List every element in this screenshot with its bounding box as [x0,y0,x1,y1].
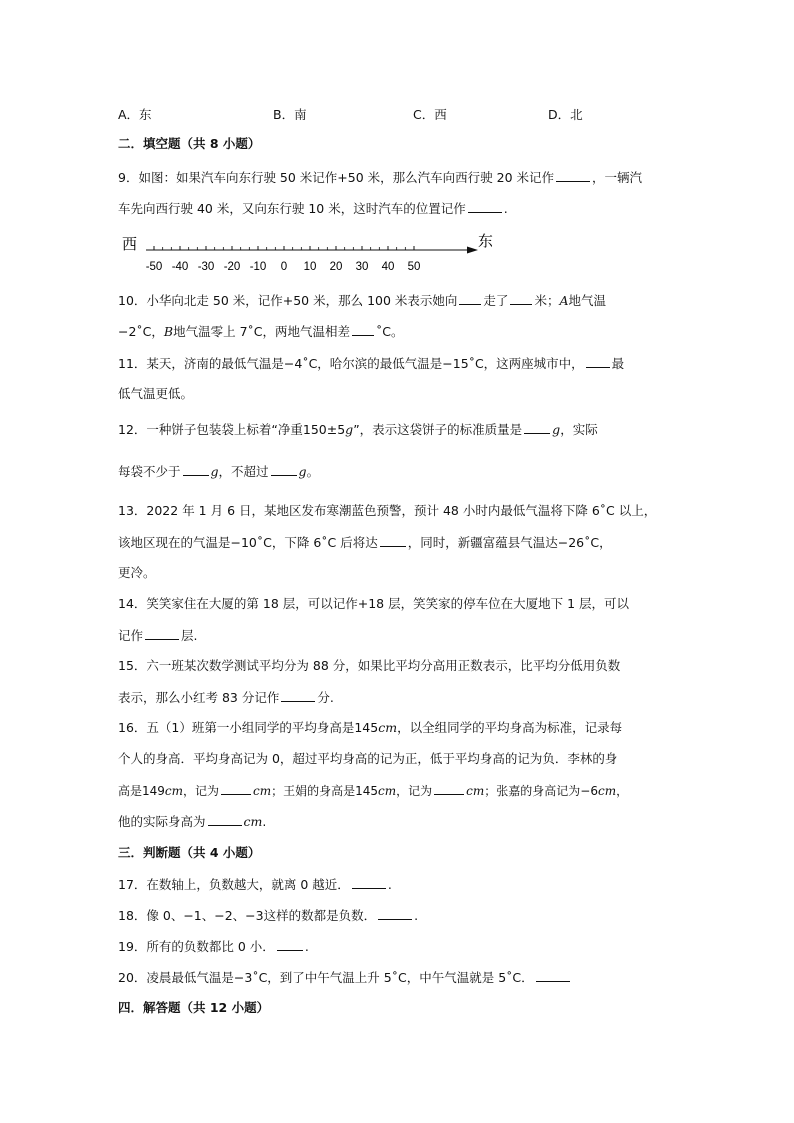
question-13-line-1: 13．2022 年 1 月 6 日，某地区发布寒潮蓝色预警，预计 48 小时内最低气温将下降 6˚C 以上， [118,503,657,518]
q16-text-6: ，记为 [396,784,433,798]
number-line-tick-label: 30 [355,261,369,273]
answer-blank [145,627,179,640]
question-16-line-1 [118,720,622,736]
question-15-line-2 [118,689,334,706]
answer-blank [380,534,406,547]
q12-text-4: 每袋不少于 [118,464,181,479]
q14-text-2: 层. [181,628,198,643]
option-d: D．北 [548,107,583,122]
q18-text: 18．像 0、−1、−2、−3这样的数都是负数． [118,908,377,923]
q12-unit: g [552,422,561,437]
q13-text-2: ，同时，新疆富蕴县气温达−26˚C， [407,535,612,550]
q16-unit: cm [378,720,398,735]
q12-text-3: ，实际 [560,422,598,437]
question-10-line-2 [118,323,403,340]
q10-text-1: 10．小华向北走 50 米，记作+50 米，那么 100 米表示她向 [118,293,458,308]
q16-text-7: ；张嘉的身高记为−6 [484,784,598,798]
q9-text-4: . [503,201,508,216]
q20-text: 20．凌晨最低气温是−3˚C，到了中午气温上升 5˚C，中午气温就是 5˚C． [118,970,534,985]
q10-text-7: ˚C。 [376,324,404,339]
q10-text-3: 米； [534,293,560,308]
q12-text-5: ，不超过 [218,464,269,479]
q9-text-1: 9．如图：如果汽车向东行驶 50 米记作+50 米，那么汽车向西行驶 20 米记作 [118,170,555,185]
q16-text-9: 他的实际身高为 [118,814,206,829]
question-13-line-2 [118,534,612,551]
q10-text-6: 地气温零上 7˚C，两地气温相差 [173,324,350,339]
number-line-tick-label: -40 [171,261,189,273]
west-label: 西 [122,235,138,253]
q16-unit: cm [164,784,184,798]
q18-end: . [414,908,419,923]
number-line-tick-label: -20 [223,261,241,273]
question-18 [118,907,418,924]
option-b: B．南 [273,107,307,122]
q16-unit: cm [597,784,617,798]
answer-blank [183,463,209,476]
east-label: 东 [478,232,494,250]
answer-blank [459,292,481,305]
answer-blank [434,782,464,795]
q16-unit: cm [253,784,272,798]
q16-text-3: 高是149 [118,784,165,798]
q12-text-2: ”，表示这袋饼子的标准质量是 [353,422,523,437]
q16-text-4: ，记为 [183,784,220,798]
answer-blank [277,938,303,951]
answer-blank [556,169,590,182]
question-12-line-2 [118,463,319,480]
q11-text-1: 11．某天，济南的最低气温是−4˚C，哈尔滨的最低气温是−15˚C，这两座城市中， [118,356,584,371]
question-12-line-1 [118,421,598,438]
q10-var-b: B [163,324,174,339]
answer-blank [510,292,532,305]
question-15-line-1: 15．六一班某次数学测试平均分为 88 分，如果比平均分高用正数表示，比平均分低用负数 [118,658,621,673]
question-11-line-2: 低气温更低。 [118,386,194,401]
question-11-line-1 [118,355,624,372]
question-10-line-1 [118,292,606,309]
q16-unit: cm [243,814,263,829]
q10-text-2: 走了 [483,293,509,308]
answer-blank [271,463,297,476]
q12-text-6: 。 [306,464,320,479]
question-9-line-2 [118,200,508,217]
number-line-tick-label: 20 [329,261,343,273]
q16-text-8: ， [616,784,629,798]
number-line-tick-label: -30 [197,261,215,273]
q10-var-a: A [559,293,569,308]
q13-text-1: 该地区现在的气温是−10˚C，下降 6˚C 后将达 [118,535,378,550]
answer-blank [281,689,315,702]
q16-text-10: . [262,814,267,829]
q15-text-1: 表示，那么小红考 83 分记作 [118,690,280,705]
q12-unit: g [345,422,354,437]
q16-text-2: ，以全组同学的平均身高为标准，记录每 [397,720,623,735]
answer-blank [352,323,374,336]
answer-blank [221,782,251,795]
answer-blank [352,876,386,889]
answer-blank [536,969,570,982]
q19-text: 19．所有的负数都比 0 小． [118,939,275,954]
q17-end: . [387,877,392,892]
question-14-line-2 [118,627,198,644]
q16-unit: cm [466,784,485,798]
q12-unit: g [210,464,219,479]
q19-end: . [304,939,309,954]
q10-text-4: 地气温 [568,293,606,308]
q17-text: 17．在数轴上，负数越大，就离 0 越近． [118,877,350,892]
question-19 [118,938,309,955]
option-a: A．东 [118,107,152,122]
question-17 [118,876,392,893]
q9-text-3: 车先向西行驶 40 米，又向东行驶 10 米，这时汽车的位置记作 [118,201,466,216]
question-20 [118,969,572,986]
number-line-tick-label: 0 [280,261,288,273]
question-16-line-4 [118,813,266,830]
question-16-line-3 [118,782,628,799]
answer-blank [378,907,412,920]
q16-text-1: 16．五（1）班第一小组同学的平均身高是145 [118,720,379,735]
arrow-head-icon [467,247,478,254]
section-title-fill-in: 二．填空题（共 8 小题） [118,136,261,151]
question-13-line-3: 更冷。 [118,565,156,580]
answer-blank [208,813,242,826]
question-9-line-1 [118,169,642,186]
q11-text-2: 最 [611,356,625,371]
q15-text-2: 分. [317,690,334,705]
section-title-true-false: 三．判断题（共 4 小题） [118,845,261,860]
q12-unit: g [298,464,307,479]
number-line-tick-label: -50 [145,261,163,273]
q10-text-5: −2˚C， [118,324,164,339]
question-16-line-2: 个人的身高．平均身高记为 0，超过平均身高的记为正，低于平均身高的记为负．李林的身 [118,751,618,766]
option-c: C．西 [413,107,447,122]
number-line-tick-label: 40 [381,261,395,273]
number-line-figure [118,228,498,278]
q12-text-1: 12．一种饼子包装袋上标着“净重150±5 [118,422,346,437]
section-title-answers: 四．解答题（共 12 小题） [118,1000,270,1015]
q14-text-1: 记作 [118,628,144,643]
q16-text-5: ；王娟的身高是145 [271,784,379,798]
answer-blank [524,421,550,434]
q9-text-2: ，一辆汽 [592,170,643,185]
answer-blank [468,200,502,213]
q16-unit: cm [378,784,397,798]
number-line-tick-label: 10 [303,261,317,273]
number-line-tick-label: 50 [407,261,421,273]
answer-blank [586,355,610,368]
question-14-line-1: 14．笑笑家住在大厦的第 18 层，可以记作+18 层，笑笑家的停车位在大厦地下 1 层，可以 [118,596,630,611]
number-line-tick-label: -10 [249,261,267,273]
